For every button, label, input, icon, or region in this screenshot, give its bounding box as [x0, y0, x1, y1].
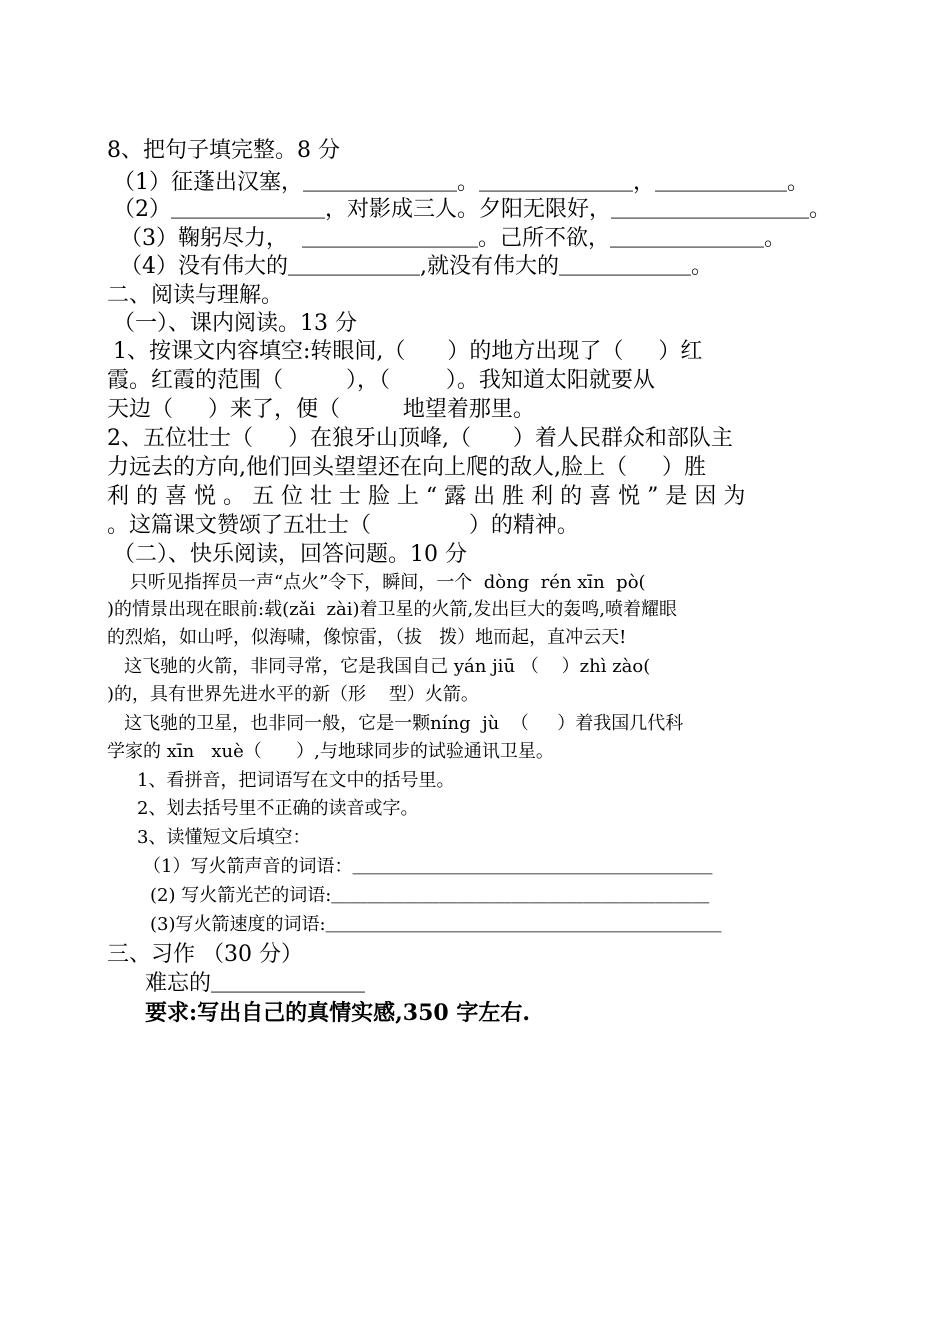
part2-p1-line-3: 的烈焰，如山呼，似海啸，像惊雷，（拔 拨）地而起，直冲云天! — [107, 627, 627, 648]
part2-task-1: 1、看拼音，把词语写在文中的括号里。 — [137, 770, 455, 791]
part2-task-3-2: (2) 写火箭光芒的词语:＿＿＿＿＿＿＿＿＿＿＿＿＿＿＿＿＿＿＿＿＿ — [150, 885, 710, 906]
part2-task-3-1: （1）写火箭声音的词语：＿＿＿＿＿＿＿＿＿＿＿＿＿＿＿＿＿＿＿＿ — [143, 856, 713, 877]
part2-p3-line-2: 学家的 xīn xuè（ ）,与地球同步的试验通讯卫星。 — [107, 741, 554, 762]
q8-line-1: （1）征蓬出汉塞，＿＿＿＿＿＿＿。＿＿＿＿＿＿＿，＿＿＿＿＿＿。 — [113, 170, 809, 195]
section3-requirement: 要求:写出自己的真情实感,350 字左右. — [145, 1000, 531, 1026]
part2-task-3: 3、读懂短文后填空： — [137, 827, 311, 848]
part1-title: （一）、课内阅读。13 分 — [113, 311, 357, 336]
q8-line-3: （3）鞠躬尽力， ＿＿＿＿＿＿＿＿。己所不欲，＿＿＿＿＿＿＿。 — [120, 226, 786, 251]
part2-p1-line-1: 只听见指挥员一声“点火”令下，瞬间，一个 dòng rén xīn pò( — [107, 572, 646, 593]
section2-title: 二、阅读与理解。 — [107, 283, 284, 308]
part1-q2-line-3: 利 的 喜 悦 。 五 位 壮 士 脸 上 “ 露 出 胜 利 的 喜 悦 ” 是 因 为 — [107, 484, 746, 509]
part2-task-2: 2、划去括号里不正确的读音或字。 — [137, 798, 419, 819]
part1-q1-line-3: 天边（ ）来了，便（ 地望着那里。 — [107, 397, 535, 422]
part2-p2-line-2: )的，具有世界先进水平的新（形 型）火箭。 — [107, 684, 479, 705]
part2-p3-line-1: 这飞驰的卫星，也非同一般，它是一颗níng jù （ ）着我国几代科 — [107, 713, 684, 734]
part2-p1-line-2: )的情景出现在眼前:载(zǎi zài)着卫星的火箭,发出巨大的轰鸣,喷着耀眼 — [107, 599, 677, 620]
part2-title: （二）、快乐阅读，回答问题。10 分 — [113, 542, 467, 567]
section3-title: 三、习作 （30 分） — [107, 942, 303, 967]
q8-line-2: （2）＿＿＿＿＿＿＿，对影成三人。夕阳无限好，＿＿＿＿＿＿＿＿＿。 — [113, 197, 831, 222]
part1-q2-line-1: 2、五位壮士（ ）在狼牙山顶峰,（ ）着人民群众和部队主 — [107, 426, 733, 451]
part1-q1-line-2: 霞。红霞的范围（ ），（ ）。我知道太阳就要从 — [107, 368, 655, 393]
part2-task-3-3: (3)写火箭速度的词语:＿＿＿＿＿＿＿＿＿＿＿＿＿＿＿＿＿＿＿＿＿＿ — [150, 914, 722, 935]
part1-q2-line-4: 。这篇课文赞颂了五壮士（ ）的精神。 — [107, 513, 579, 538]
q8-line-4: （4）没有伟大的＿＿＿＿＿＿,就没有伟大的＿＿＿＿＿＿。 — [120, 254, 713, 279]
part1-q2-line-2: 力远去的方向,他们回头望望还在向上爬的敌人,脸上（ ）胜 — [107, 455, 706, 480]
part1-q1-line-1: 1、按课文内容填空:转眼间,（ ）的地方出现了（ ）红 — [113, 339, 703, 364]
q8-title: 8、把句子填完整。8 分 — [107, 138, 340, 163]
part2-p2-line-1: 这飞驰的火箭，非同寻常，它是我国自己 yán jiū （ ）zhì zào( — [107, 656, 651, 677]
section3-topic: 难忘的＿＿＿＿＿＿＿ — [145, 971, 366, 996]
